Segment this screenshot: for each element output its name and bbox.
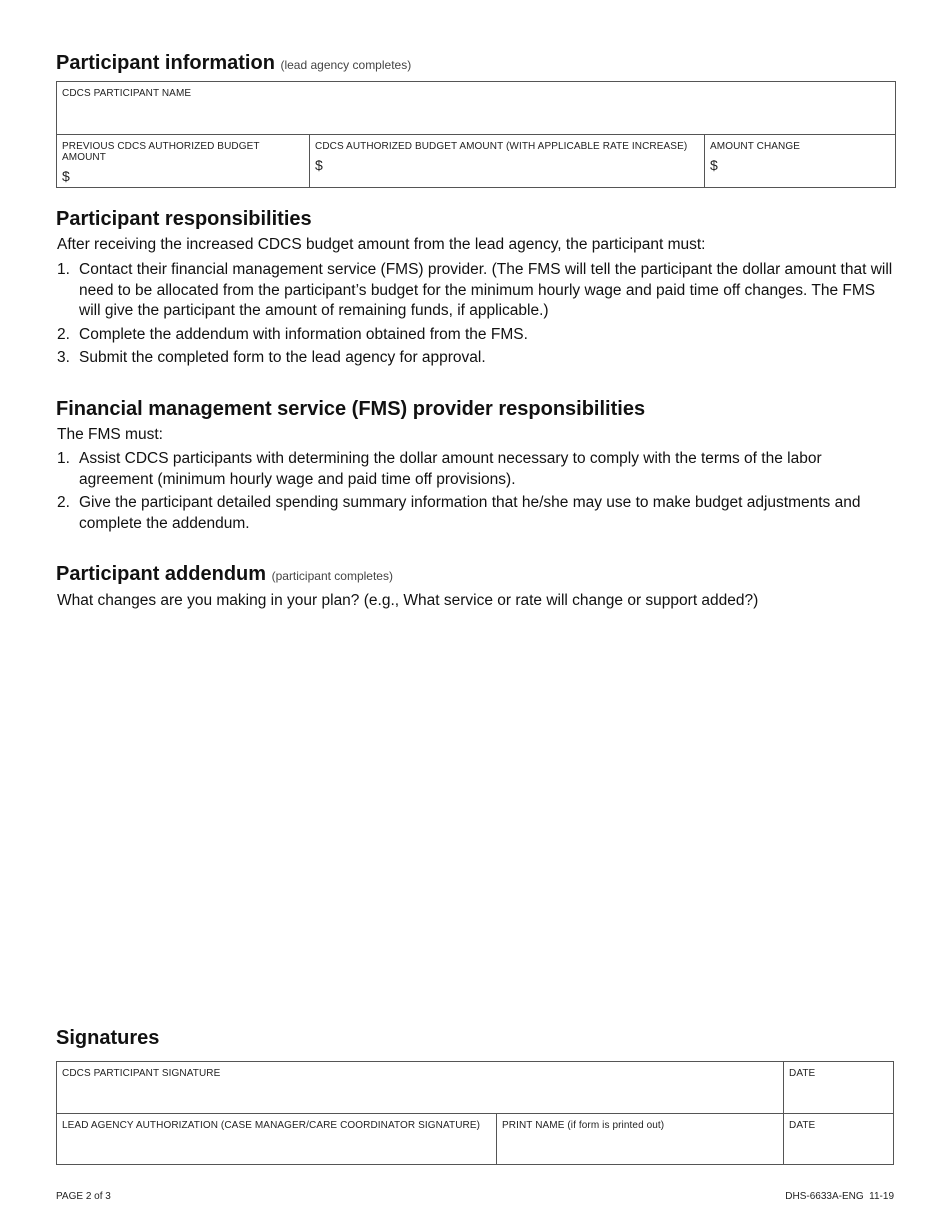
list-text: Give the participant detailed spending summary information that he/she may use to make budget adjustments and complete the addendum. (79, 494, 861, 532)
list-text: Assist CDCS participants with determining the dollar amount necessary to comply with the terms of the labor agreement (minimum hourly wage and paid time off provisions). (79, 450, 822, 488)
fms-resp-heading: Financial management service (FMS) provider responsibilities (56, 398, 646, 420)
list-item (57, 449, 897, 490)
addendum-title: Participant addendum (56, 563, 267, 585)
page-number: PAGE 2 of 3 (56, 1191, 111, 1202)
participant-date-label: DATE (789, 1068, 816, 1079)
participant-name-label: CDCS PARTICIPANT NAME (62, 88, 192, 99)
fms-resp-list (57, 449, 897, 537)
signatures-heading: Signatures (56, 1027, 160, 1049)
participant-info-note: (lead agency completes) (280, 58, 412, 72)
participant-signature-field[interactable] (57, 1062, 784, 1114)
amount-change-label: AMOUNT CHANGE (710, 141, 801, 152)
amount-change-value: $ (710, 157, 718, 173)
lead-agency-date-field[interactable] (784, 1114, 894, 1165)
participant-date-field[interactable] (784, 1062, 894, 1114)
list-item (57, 493, 897, 534)
list-text: Complete the addendum with information obtained from the FMS. (79, 325, 528, 343)
participant-info-title: Participant information (56, 52, 275, 74)
participant-info-heading (56, 52, 411, 75)
list-item (57, 325, 897, 346)
participant-resp-lead: After receiving the increased CDCS budget amount from the lead agency, the participant must: (57, 236, 706, 253)
participant-name-field[interactable] (57, 82, 896, 135)
list-number: 1. (57, 261, 70, 278)
prev-budget-value: $ (62, 168, 70, 184)
print-name-field[interactable] (497, 1114, 784, 1165)
list-item (57, 348, 897, 369)
addendum-heading (56, 563, 393, 586)
prev-budget-label: PREVIOUS CDCS AUTHORIZED BUDGET AMOUNT (62, 141, 260, 163)
participant-info-table (56, 81, 896, 188)
participant-resp-heading: Participant responsibilities (56, 208, 312, 230)
lead-agency-date-label: DATE (789, 1120, 816, 1131)
list-number: 1. (57, 450, 70, 467)
auth-budget-value: $ (315, 157, 323, 173)
fms-resp-lead: The FMS must: (57, 426, 163, 443)
auth-budget-label: CDCS AUTHORIZED BUDGET AMOUNT (WITH APPLICABLE RATE INCREASE) (315, 141, 688, 152)
list-number: 2. (57, 325, 70, 343)
lead-agency-signature-field[interactable] (57, 1114, 497, 1165)
list-text: Contact their financial management service (FMS) provider. (The FMS will tell the participant the dollar amount that will need to be allocated from the participant’s budget for the minimum hourly wage and paid time off changes. The FMS will give the participant the amount of remaining funds, if applicable.) (79, 261, 893, 319)
list-number: 3. (57, 349, 70, 366)
lead-agency-signature-label: LEAD AGENCY AUTHORIZATION (CASE MANAGER/CARE COORDINATOR SIGNATURE) (62, 1120, 481, 1131)
prev-budget-field[interactable] (57, 135, 310, 188)
signatures-table (56, 1061, 894, 1165)
list-text: Submit the completed form to the lead agency for approval. (79, 349, 486, 366)
print-name-label: PRINT NAME (if form is printed out) (502, 1120, 665, 1131)
addendum-answer-area[interactable] (56, 618, 895, 1013)
addendum-question: What changes are you making in your plan? (e.g., What service or rate will change or support added?) (57, 592, 759, 609)
auth-budget-field[interactable] (310, 135, 705, 188)
participant-signature-label: CDCS PARTICIPANT SIGNATURE (62, 1068, 221, 1079)
list-number: 2. (57, 494, 70, 511)
addendum-note: (participant completes) (271, 569, 393, 583)
amount-change-field[interactable] (705, 135, 896, 188)
list-item (57, 260, 897, 322)
form-id: DHS-6633A-ENG 11-19 (785, 1191, 894, 1202)
participant-resp-list (57, 260, 897, 372)
